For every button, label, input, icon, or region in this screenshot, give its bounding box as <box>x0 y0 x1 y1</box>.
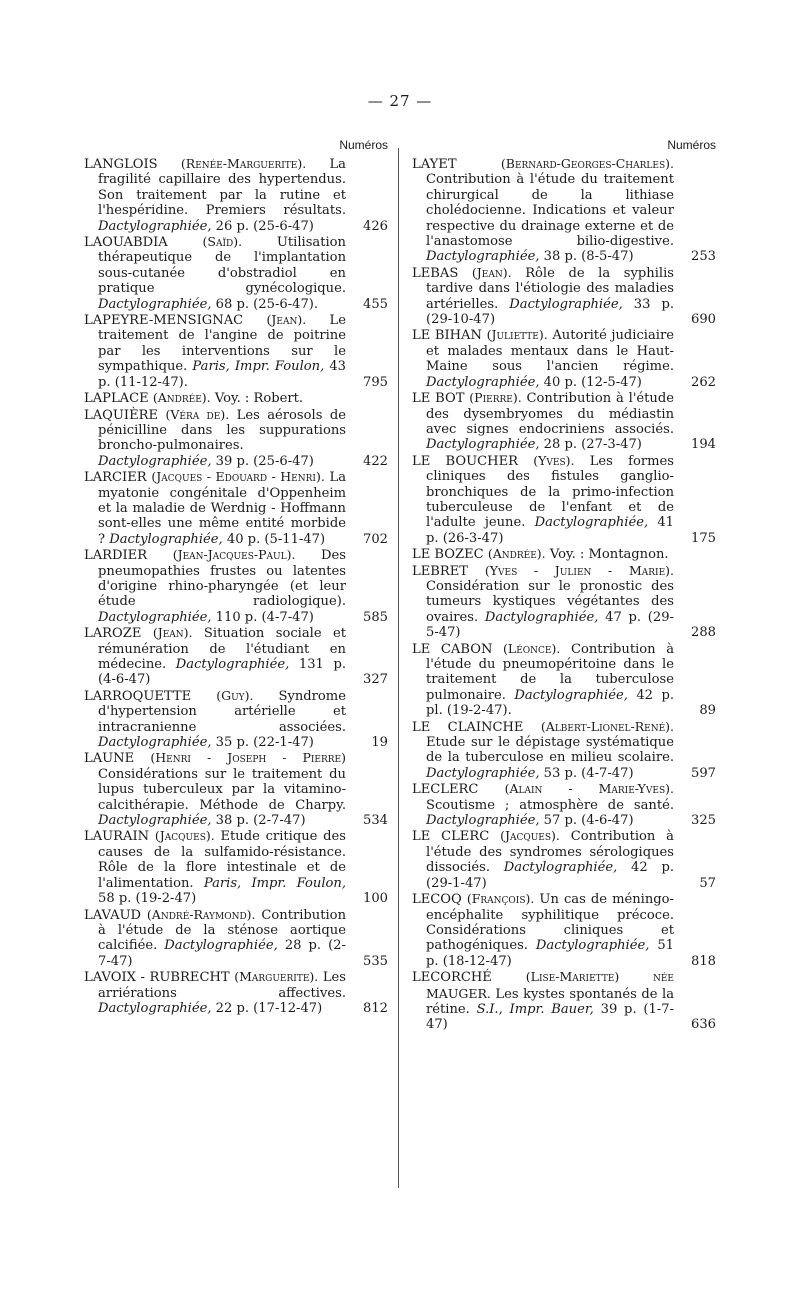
thesis-title: Les arriérations affectives. <box>98 970 346 1001</box>
entry-number: 89 <box>676 703 716 718</box>
index-entry <box>84 469 388 547</box>
entry-text <box>84 469 346 547</box>
thesis-title: Les kystes spontanés de la rétine. <box>426 986 674 1017</box>
thesis-title: Scoutisme ; atmosphère de santé. <box>426 797 674 813</box>
entry-text <box>412 719 674 782</box>
column-header: Numéros <box>667 138 716 152</box>
entry-text <box>84 547 346 625</box>
entry-text <box>412 265 674 328</box>
author-name: LAPEYRE-MENSIGNAC <box>84 313 244 329</box>
page-and-date: 43 p. (11-12-47). <box>98 359 346 390</box>
index-entry <box>84 750 388 828</box>
thesis-title: Considération sur le pronostic des tumeurs kystiques végétantes des ovaires. <box>426 578 674 625</box>
source: Dactylographiée, <box>98 218 212 234</box>
thesis-title: Un cas de méningo-encéphalite syphilitique précoce. Considérations cliniques et pathogéniques. <box>426 892 674 954</box>
index-entry <box>412 828 716 891</box>
page-and-date: 22 p. (17-12-47) <box>215 1000 323 1016</box>
thesis-title: Le traitement de l'angine de poitrine par les interventions sur le sympathique. <box>98 313 346 375</box>
entry-number: 455 <box>348 297 388 312</box>
page-and-date: 51 p. (18-12-47) <box>426 938 674 969</box>
given-names: (Lise-Mariette) née MAUGER. <box>426 969 674 1001</box>
given-names: (Véra de). <box>165 406 230 422</box>
thesis-title: Contribution à l'étude des syndromes sérologiques dissociés. <box>426 829 674 876</box>
entry-text <box>84 407 346 470</box>
index-entry <box>84 312 388 390</box>
given-names: (Yves). <box>533 452 575 468</box>
entry-number: 325 <box>676 813 716 828</box>
author-name: LEBRET <box>412 563 469 579</box>
entry-number: 253 <box>676 249 716 264</box>
source: Dactylographiée, <box>426 437 540 453</box>
entry-text <box>412 563 674 641</box>
author-name: LARROQUETTE <box>84 688 192 704</box>
source: Dactylographiée, <box>98 735 212 751</box>
source: Dactylographiée, <box>109 531 223 547</box>
page-and-date: 39 p. (25-6-47) <box>215 453 314 469</box>
page-and-date: 28 p. (27-3-47) <box>543 437 642 453</box>
entry-text <box>412 546 674 562</box>
author-name: LAUNE <box>84 751 135 767</box>
thesis-title: Voy. : Montagnon. <box>549 547 669 563</box>
index-entry <box>412 969 716 1033</box>
given-names: (Jean). <box>266 312 307 328</box>
thesis-title: Contribution à l'étude de la sténose aortique calcifiée. <box>98 907 346 954</box>
given-names: (André-Raymond). <box>146 906 256 922</box>
page-and-date: 42 p. (29-1-47) <box>426 860 674 891</box>
given-names: (Jean). <box>152 625 193 641</box>
author-name: LAYET <box>412 157 457 172</box>
thesis-title: Les formes cliniques des fistules ganglio-bronchiques de la primo-infection tuberculeuse de l'enfant et de l'adulte jeune. <box>426 453 674 531</box>
source: Dactylographiée, <box>503 860 618 876</box>
entry-text <box>84 688 346 751</box>
entry-text <box>84 969 346 1016</box>
left-column <box>84 134 388 1016</box>
index-entry <box>84 156 388 234</box>
thesis-title: Contribution à l'étude du traitement chirurgical de la lithiase cholédocienne. Indications et valeur respective du drainage externe et de l'anastomose bilio-digestive. <box>426 172 674 250</box>
author-name: LAVOIX - RUBRECHT <box>84 970 230 986</box>
index-entry <box>84 234 388 312</box>
given-names: (Bernard-Georges-Charles). <box>500 156 674 171</box>
given-names: (Jean-Jacques-Paul). <box>172 547 296 563</box>
thesis-title: Rôle de la syphilis tardive dans l'étiologie des maladies artérielles. <box>426 265 674 312</box>
entry-text <box>84 156 346 234</box>
thesis-title: Les aérosols de pénicilline dans les suppurations broncho-pulmonaires. <box>98 407 347 454</box>
index-entry <box>412 563 716 641</box>
given-names: (Jacques). <box>500 828 560 844</box>
entry-number: 288 <box>676 625 716 640</box>
thesis-title: Syndrome d'hypertension artérielle et intracranienne associées. <box>98 688 346 735</box>
entry-text <box>84 234 346 312</box>
entry-number: 812 <box>348 1001 388 1016</box>
source: Dactylographiée, <box>426 813 540 829</box>
given-names: (Andrée). <box>487 546 546 562</box>
index-entry <box>412 156 716 265</box>
entry-number: 57 <box>676 876 716 891</box>
page-and-date: 53 p. (4-7-47) <box>543 765 634 781</box>
source: Dactylographiée, <box>98 453 212 469</box>
given-names: (François). <box>466 891 535 907</box>
right-column <box>412 134 716 1033</box>
page-and-date: 68 p. (25-6-47). <box>215 296 319 312</box>
index-entry <box>84 828 388 906</box>
entry-number: 690 <box>676 312 716 327</box>
thesis-title: Considérations sur le traitement du lupus tuberculeux par la vitamino-calcithérapie. Méthode de Charpy. <box>98 766 346 813</box>
given-names: (Andrée). <box>152 390 211 406</box>
entry-text <box>412 156 674 265</box>
given-names: (Saïd). <box>202 234 243 250</box>
author-name: LAROZE <box>84 626 142 642</box>
thesis-title: Etude critique des causes de la sulfamido-résistance. Rôle de la flore intestinale et de l'alimentation. <box>98 829 346 891</box>
author-name: LE CLERC <box>412 829 490 845</box>
page-and-date: 38 p. (8-5-47) <box>543 249 634 265</box>
entry-text <box>84 750 346 828</box>
thesis-title: Autorité judiciaire et malades mentaux dans le Haut-Maine sous l'ancien régime. <box>426 328 674 375</box>
entry-text <box>412 781 674 828</box>
given-names: (Alain - Marie-Yves). <box>504 781 674 797</box>
index-entry <box>412 781 716 828</box>
given-names: (Yves - Julien - Marie). <box>484 562 674 578</box>
page-and-date: 110 p. (4-7-47) <box>215 609 314 625</box>
author-name: LAQUIÈRE <box>84 407 159 423</box>
entry-number: 597 <box>676 766 716 781</box>
source: Dactylographiée, <box>98 609 212 625</box>
source: Dactylographiée, <box>426 249 540 265</box>
given-names: (Albert-Lionel-René). <box>540 718 674 734</box>
page-and-date: 131 p. (4-6-47) <box>98 657 347 688</box>
thesis-title: Situation sociale et rémunération de l'étudiant en médecine. <box>98 626 346 672</box>
entry-text <box>412 327 674 390</box>
given-names: (Léonce). <box>503 640 561 656</box>
given-names: (Jacques). <box>154 828 215 844</box>
author-name: LE BOT <box>412 391 465 407</box>
author-name: LECLERC <box>412 782 479 798</box>
entry-text <box>84 312 346 390</box>
page-and-date: 40 p. (12-5-47) <box>543 374 642 390</box>
author-name: LE CABON <box>412 641 493 657</box>
index-entry <box>412 453 716 546</box>
entry-number: 422 <box>348 454 388 469</box>
author-name: LARDIER <box>84 548 148 564</box>
page-and-date: 58 p. (19-2-47) <box>98 891 197 907</box>
index-entry <box>412 327 716 390</box>
author-name: LAURAIN <box>84 829 150 845</box>
given-names: (Pierre). <box>469 390 522 406</box>
given-names: (Jean). <box>471 264 512 280</box>
entry-number: 535 <box>348 954 388 969</box>
index-entry <box>412 891 716 969</box>
page-number: — 27 — <box>367 92 433 110</box>
source: Dactylographiée, <box>514 687 628 703</box>
entry-number: 702 <box>348 532 388 547</box>
index-entry <box>84 688 388 751</box>
page-and-date: 42 p. pl. (19-2-47). <box>426 687 674 719</box>
author-name: LE BOUCHER <box>412 453 518 469</box>
thesis-title: Etude sur le dépistage systématique de la tuberculose en milieu scolaire. <box>426 735 674 766</box>
source: Dactylographiée, <box>426 374 540 390</box>
column-divider <box>398 148 399 1188</box>
page-and-date: 26 p. (25-6-47) <box>215 218 314 234</box>
given-names: (Henri - Joseph - Pierre) <box>150 750 346 766</box>
entry-number: 175 <box>676 531 716 546</box>
source: Paris, Impr. Foulon, <box>203 875 347 891</box>
entry-text <box>84 390 346 406</box>
author-name: LAPLACE <box>84 391 149 407</box>
entry-number: 327 <box>348 672 388 687</box>
author-name: LE BOZEC <box>412 547 484 563</box>
entry-number: 795 <box>348 375 388 390</box>
given-names: (Marguerite). <box>234 969 319 985</box>
given-names: (Renée-Marguerite). <box>180 156 307 171</box>
entry-text <box>412 390 674 453</box>
entry-text <box>412 891 674 969</box>
source: S.I., Impr. Bauer, <box>476 1001 594 1017</box>
thesis-title: Contribution à l'étude des dysembryomes du médiastin avec signes endocriniens associés. <box>426 391 674 437</box>
index-entry <box>84 390 388 406</box>
thesis-title: Contribution à l'étude du pneumopéritoine dans le traitement de la tuberculose pulmonaire. <box>426 641 675 703</box>
author-name: LECORCHÉ <box>412 970 492 986</box>
source: Dactylographiée, <box>509 296 623 312</box>
author-name: LANGLOIS <box>84 157 158 172</box>
given-names: (Guy). <box>216 687 254 703</box>
page-and-date: 57 p. (4-6-47) <box>543 813 634 829</box>
author-name: LARCIER <box>84 470 147 486</box>
page-and-date: 40 p. (5-11-47) <box>226 531 326 547</box>
entry-text <box>84 828 346 906</box>
source: Dactylographiée, <box>175 657 290 672</box>
page-and-date: 33 p. (29-10-47) <box>426 296 675 328</box>
entry-number: 818 <box>676 954 716 969</box>
index-entry <box>84 625 388 688</box>
page-and-date: 38 p. (2-7-47) <box>215 813 306 829</box>
index-entry <box>412 265 716 328</box>
author-name: LE CLAINCHE <box>412 719 524 735</box>
thesis-title: Utilisation thérapeutique de l'implantation sous-cutanée d'obstradiol en pratique gynécologique. <box>98 235 346 297</box>
page-and-date: 28 p. (2-7-47) <box>98 938 346 969</box>
thesis-title: Voy. : Robert. <box>214 391 304 407</box>
page-and-date: 41 p. (26-3-47) <box>426 515 674 546</box>
index-entry <box>412 719 716 782</box>
source: Dactylographiée, <box>426 765 540 781</box>
source: Dactylographiée, <box>98 296 212 312</box>
thesis-title: Des pneumopathies frustes ou latentes d'origine rhino-pharyngée (et leur étude radiologique). <box>98 548 346 610</box>
author-name: LE BIHAN <box>412 328 482 344</box>
index-entry <box>84 907 388 970</box>
source: Dactylographiée, <box>484 609 599 625</box>
entry-text <box>412 641 674 719</box>
entry-number: 426 <box>348 219 388 234</box>
page-and-date: 39 p. (1-7-47) <box>426 1001 674 1033</box>
given-names: (Juliette). <box>486 327 548 343</box>
author-name: LAOUABDIA <box>84 235 168 251</box>
source: Paris, Impr. Foulon, <box>192 359 325 375</box>
entry-number: 262 <box>676 375 716 390</box>
author-name: LAVAUD <box>84 907 142 923</box>
source: Dactylographiée, <box>164 938 278 954</box>
entry-number: 194 <box>676 437 716 452</box>
entry-text <box>412 453 674 546</box>
source: Dactylographiée, <box>98 813 212 829</box>
entry-text <box>84 907 346 970</box>
author-name: LECOQ <box>412 892 462 908</box>
entry-text <box>84 625 346 688</box>
entry-text <box>412 969 674 1033</box>
index-entry <box>412 641 716 719</box>
index-entry <box>412 546 716 562</box>
entry-number: 585 <box>348 610 388 625</box>
entry-number: 100 <box>348 891 388 906</box>
index-entry <box>412 390 716 453</box>
page-and-date: 47 p. (29-5-47) <box>426 609 674 641</box>
index-entry <box>84 407 388 470</box>
given-names: (Jacques - Edouard - Henri). <box>151 469 325 485</box>
index-entry <box>84 547 388 625</box>
entry-number: 534 <box>348 813 388 828</box>
thesis-title: La myatonie congénitale d'Oppenheim et la maladie de Werdnig - Hoffmann sont-elles une même entité morbide ? <box>98 470 347 547</box>
author-name: LEBAS <box>412 265 459 281</box>
source: Dactylographiée, <box>535 938 650 954</box>
entry-number: 19 <box>348 735 388 750</box>
entry-text <box>412 828 674 891</box>
page-and-date: 35 p. (22-1-47) <box>215 735 314 751</box>
thesis-title: La fragilité capillaire des hypertendus. Son traitement par la rutine et l'hespéridine. Premiers résultats. <box>98 157 346 219</box>
column-header: Numéros <box>339 138 388 152</box>
source: Dactylographiée, <box>98 1000 212 1016</box>
source: Dactylographiée, <box>534 515 649 531</box>
entry-number: 636 <box>676 1017 716 1032</box>
index-entry <box>84 969 388 1016</box>
